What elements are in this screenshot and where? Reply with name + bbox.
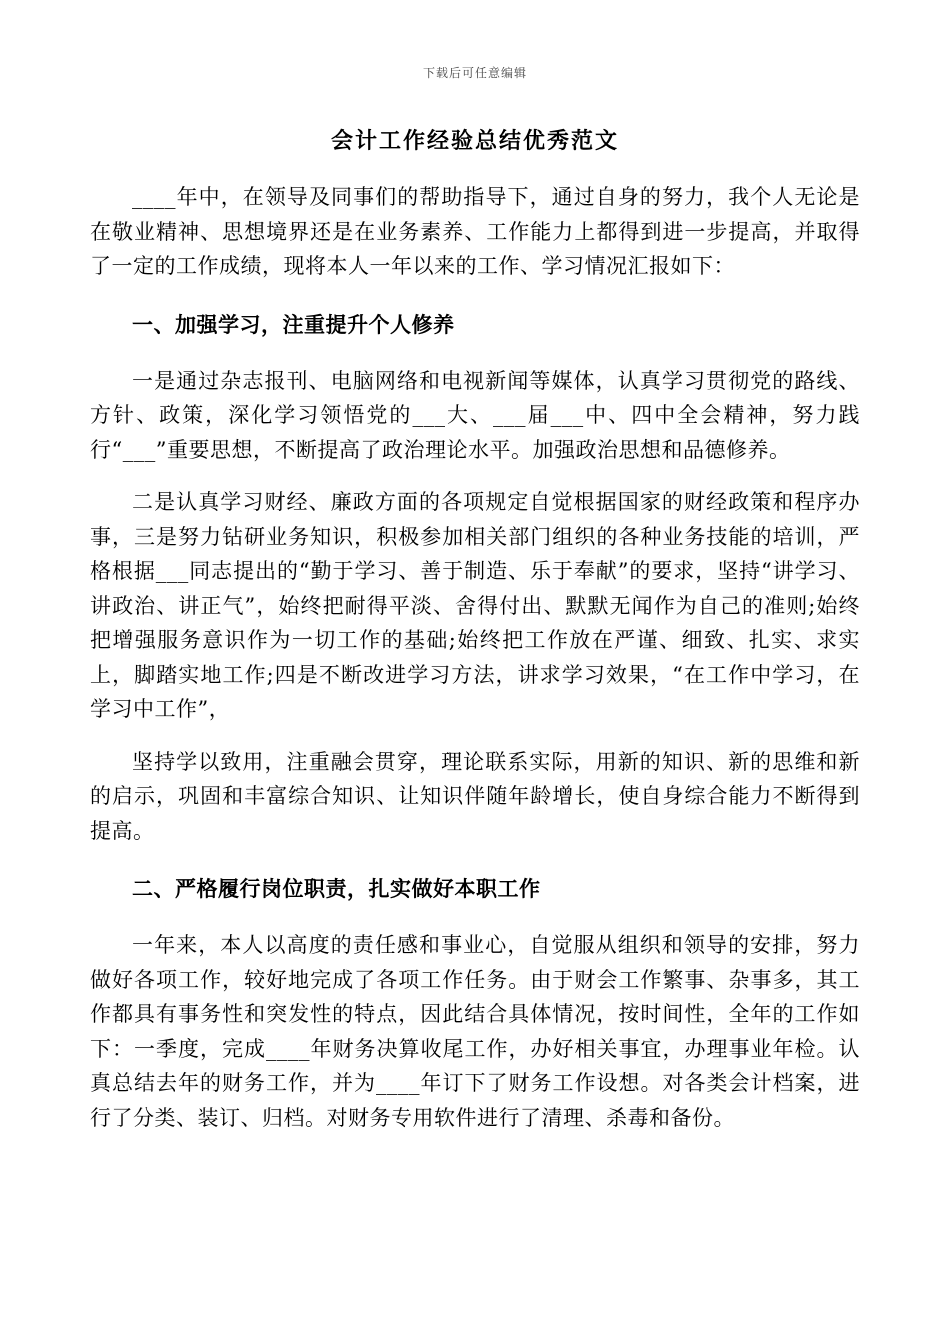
section-1-paragraph-2: 二是认真学习财经、廉政方面的各项规定自觉根据国家的财经政策和程序办事，三是努力钻研业务知识，积极参加相关部门组织的各种业务技能的培训，严格根据___同志提出的“勤于学习、善于制造、乐于奉献”的要求，坚持“讲学习、讲政治、讲正气”，始终把耐得平淡、舍得付出、默默无闻作为自己的准则;始终把增强服务意识作为一切工作的基础;始终把工作放在严谨、细致、扎实、求实上，脚踏实地工作;四是不断改进学习方法，讲求学习效果，“在工作中学习，在学习中工作”， [90,490,860,721]
document-title: 会计工作经验总结优秀范文 [330,128,619,154]
section-2-paragraph-1: 一年来，本人以高度的责任感和事业心，自觉服从组织和领导的安排，努力做好各项工作，较好地完成了各项工作任务。由于财会工作繁事、杂事多，其工作都具有事务性和突发性的特点，因此结合具体情况，按时间性，全年的工作如下：一季度，完成____年财务决算收尾工作，办好相关事宜，办理事业年检。认真总结去年的财务工作，并为____年订下了财务工作设想。对各类会计档案，进行了分类、装订、归档。对财务专用软件进行了清理、杀毒和备份。 [90,933,860,1130]
section-1-heading: 一、加强学习，注重提升个人修养 [132,311,455,337]
section-2-heading: 二、严格履行岗位职责，扎实做好本职工作 [132,876,541,901]
header-note: 下载后可任意编辑 [422,66,527,80]
document-body [90,180,860,1135]
section-1-paragraph-3: 坚持学以致用，注重融会贯穿，理论联系实际，用新的知识、新的思维和新的启示，巩固和丰富综合知识、让知识伴随年龄增长，使自身综合能力不断得到提高。 [90,749,860,843]
intro-paragraph: ____年中，在领导及同事们的帮助指导下，通过自身的努力，我个人无论是在敬业精神、思想境界还是在业务素养、工作能力上都得到进一步提高，并取得了一定的工作成绩，现将本人一年以来的工作、学习情况汇报如下： [90,185,860,278]
section-1-paragraph-1: 一是通过杂志报刊、电脑网络和电视新闻等媒体，认真学习贯彻党的路线、方针、政策，深化学习领悟党的___大、___届___中、四中全会精神，努力践行“___”重要思想，不断提高了政治理论水平。加强政治思想和品德修养。 [90,368,860,462]
